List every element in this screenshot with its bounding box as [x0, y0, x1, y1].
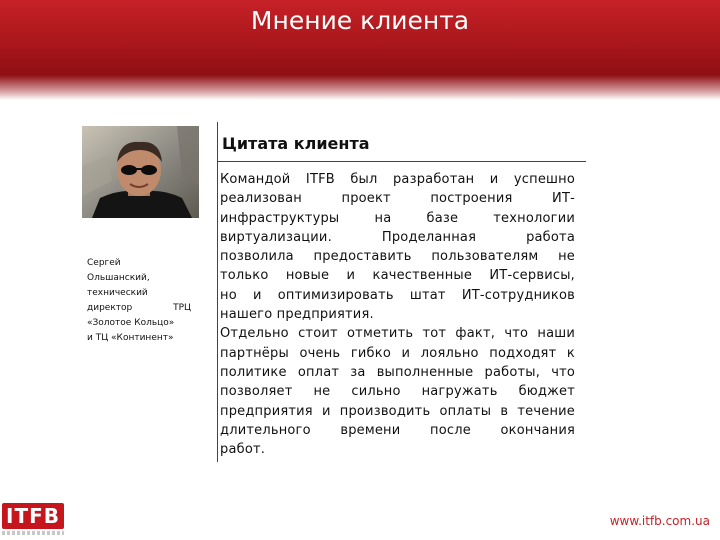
client-caption	[87, 256, 191, 346]
quote-line: работ.	[220, 442, 266, 458]
page-title: Мнение клиента	[250, 6, 470, 35]
logo-text: ITFB	[6, 504, 60, 528]
quote-line: только новые и качественные ИТ-сервисы,	[220, 268, 575, 284]
horizontal-divider	[217, 161, 586, 162]
quote-line: позволяет не сильно нагружать бюджет	[220, 384, 575, 400]
website-link[interactable]: www.itfb.com.ua	[609, 514, 710, 528]
vertical-divider	[217, 122, 218, 462]
caption-line: Сергей	[87, 258, 121, 268]
quote-line: инфраструктуры на базе технологии	[220, 210, 575, 226]
caption-line: Ольшанский,	[87, 273, 150, 283]
quote-line: виртуализации. Проделанная работа	[220, 229, 575, 245]
logo-subline	[2, 531, 64, 535]
quote-line: Отдельно стоит отметить тот факт, что наши	[220, 326, 575, 342]
quote-text	[220, 170, 575, 459]
quote-line: реализован проект построения ИТ-	[220, 191, 575, 207]
itfb-logo	[2, 503, 64, 537]
quote-line: но и оптимизировать штат ИТ-сотрудников	[220, 287, 575, 303]
section-title: Цитата клиента	[222, 134, 370, 153]
quote-line: Командой ITFB был разработан и успешно	[220, 172, 575, 187]
header-banner	[0, 0, 720, 100]
client-photo-image	[82, 126, 199, 218]
logo-box	[2, 503, 64, 529]
client-photo	[82, 126, 199, 218]
quote-line: политике оплат за выполненные работы, что	[220, 364, 575, 380]
quote-line: партнёры очень гибко и лояльно подходят к	[220, 345, 575, 361]
quote-line: предприятия и производить оплаты в течение	[220, 403, 575, 419]
quote-line: позволила предоставить пользователям не	[220, 249, 575, 265]
caption-line: директор ТРЦ	[87, 303, 191, 313]
quote-line: длительного времени после окончания	[220, 422, 575, 438]
caption-line: «Золотое Кольцо»	[87, 318, 175, 328]
quote-line: нашего предприятия.	[220, 307, 374, 323]
caption-line: и ТЦ «Континент»	[87, 333, 174, 343]
caption-line: технический	[87, 288, 148, 298]
